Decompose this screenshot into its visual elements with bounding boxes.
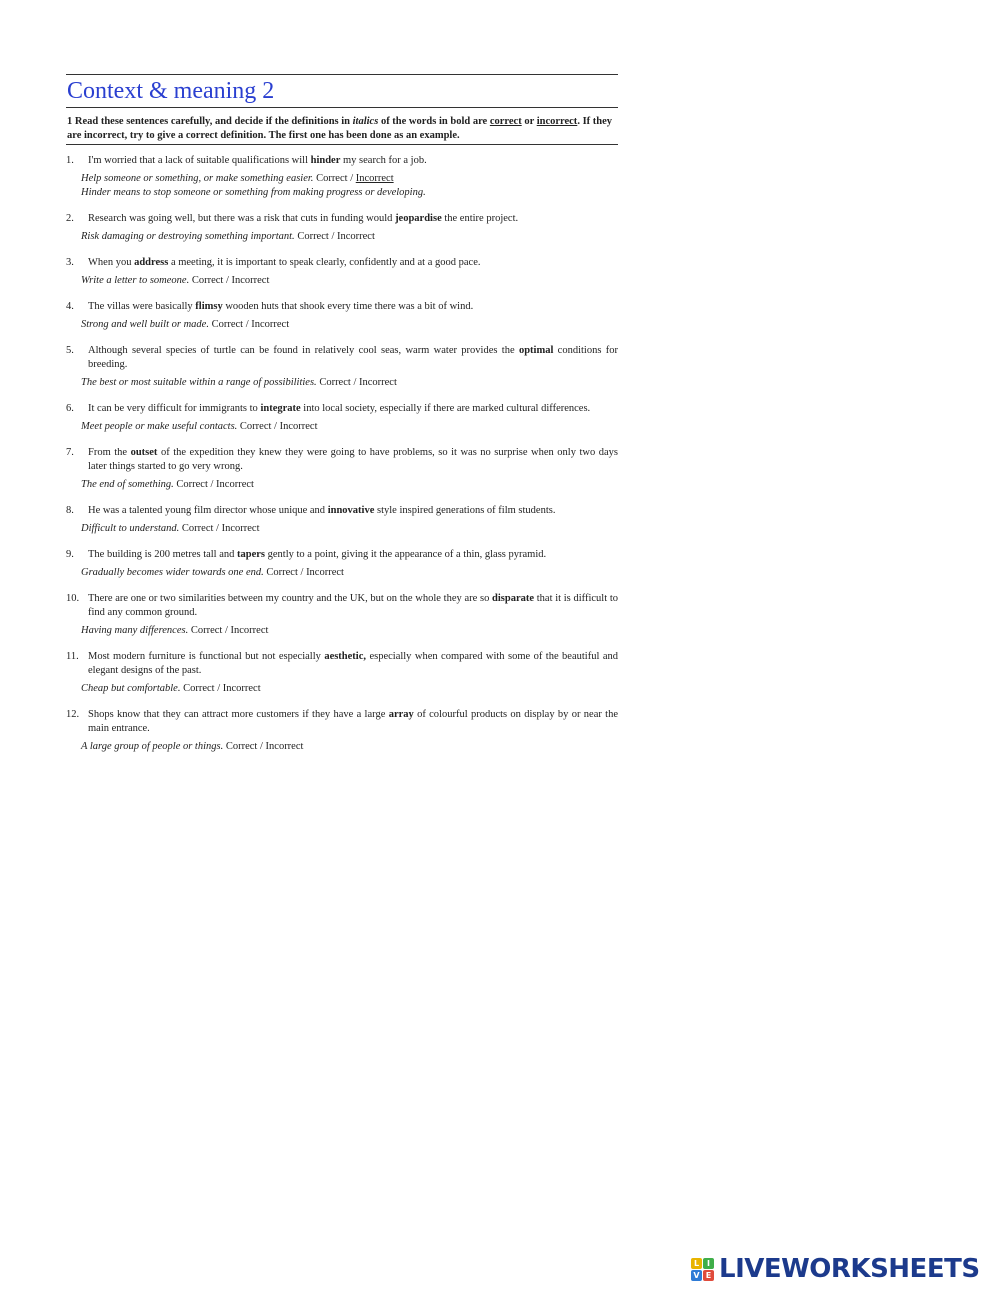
target-word: tapers	[237, 549, 266, 560]
target-word: aesthetic,	[324, 651, 367, 662]
question-sentence: The building is 200 metres tall and tapers gently to a point, giving it the appearance of a thin, glass pyramid.	[88, 549, 547, 560]
target-word: flimsy	[195, 301, 223, 312]
option-correct[interactable]: Correct	[316, 173, 348, 184]
option-separator: /	[350, 377, 359, 388]
question-sentence: There are one or two similarities between my country and the UK, but on the whole they are so disparate that it is difficult to find any common ground.	[88, 593, 618, 618]
instructions: 1 Read these sentences carefully, and decide if the definitions in italics of the words in bold are correct or incorrect. If they are incorrect, try to give a correct definition. The first one has been done as an example.	[67, 116, 613, 141]
definition-text: Help someone or something, or make something easier.	[81, 173, 314, 184]
definition-text: Meet people or make useful contacts.	[81, 421, 238, 432]
option-incorrect[interactable]: Incorrect	[216, 479, 254, 490]
question-item	[66, 708, 618, 754]
option-separator: /	[214, 683, 223, 694]
option-correct[interactable]: Correct	[190, 625, 223, 636]
question-sentence: The villas were basically flimsy wooden huts that shook every time there was a bit of wind.	[88, 301, 474, 312]
option-separator: /	[257, 741, 266, 752]
option-correct[interactable]: Correct	[191, 275, 224, 286]
definition-line	[66, 624, 618, 638]
question-item	[66, 344, 618, 390]
option-incorrect[interactable]: Incorrect	[358, 377, 397, 388]
question-number: 10.	[66, 593, 80, 604]
option-separator: /	[347, 173, 356, 184]
target-word: disparate	[492, 593, 535, 604]
option-incorrect[interactable]: Incorrect	[265, 741, 304, 752]
question-number: 6.	[66, 403, 74, 414]
option-incorrect[interactable]: Incorrect	[230, 625, 269, 636]
definition-text: Having many differences.	[81, 625, 189, 636]
liveworksheets-logo	[691, 1254, 980, 1284]
question-sentence: It can be very difficult for immigrants to integrate into local society, especially if there are marked cultural differences.	[88, 403, 591, 414]
page-title: Context & meaning 2	[67, 78, 275, 104]
instructions-bottom-rule	[66, 144, 618, 145]
definition-text: Strong and well built or made.	[81, 319, 209, 330]
option-correct[interactable]: Correct	[225, 741, 258, 752]
option-separator: /	[223, 275, 232, 286]
question-number: 3.	[66, 257, 74, 268]
definition-text: Cheap but comfortable.	[81, 683, 181, 694]
question-sentence: He was a talented young film director whose unique and innovative style inspired generations of film students.	[88, 505, 556, 516]
definition-line	[66, 230, 618, 244]
example-answer: Hinder means to stop someone or something from making progress or developing.	[81, 187, 426, 198]
option-correct[interactable]: Correct	[211, 319, 244, 330]
target-word: optimal	[518, 345, 554, 356]
option-incorrect[interactable]: Incorrect	[336, 231, 375, 242]
question-sentence: I'm worried that a lack of suitable qualifications will hinder my search for a job.	[88, 155, 427, 166]
definition-line	[66, 420, 618, 434]
definition-line	[66, 318, 618, 332]
target-word: array	[388, 709, 414, 720]
definition-line	[66, 566, 618, 580]
option-separator: /	[222, 625, 231, 636]
option-incorrect[interactable]: Incorrect	[231, 275, 270, 286]
worksheet	[66, 74, 618, 754]
question-sentence: Shops know that they can attract more customers if they have a large array of colourful products on display by or near the main entrance.	[88, 709, 618, 734]
definition-line	[66, 740, 618, 754]
option-separator: /	[271, 421, 280, 432]
option-separator: /	[297, 567, 307, 578]
question-number: 11.	[66, 651, 79, 662]
option-incorrect[interactable]: Incorrect	[251, 319, 290, 330]
question-item	[66, 446, 618, 492]
option-correct[interactable]: Correct	[181, 523, 214, 534]
logo-tiles-icon: L I V E	[691, 1258, 714, 1281]
question-sentence: When you address a meeting, it is important to speak clearly, confidently and at a good pace.	[88, 257, 481, 268]
definition-line	[66, 478, 618, 492]
question-sentence: Although several species of turtle can be found in relatively cool seas, warm water provides the optimal conditions for breeding.	[88, 345, 618, 370]
question-number: 1.	[66, 155, 74, 166]
definition-line	[66, 522, 618, 536]
definition-line	[66, 682, 618, 696]
question-sentence: From the outset of the expedition they knew they were going to have problems, so it was no surprise when only two days later things started to go very wrong.	[88, 447, 618, 472]
question-item	[66, 154, 618, 200]
question-number: 7.	[66, 447, 74, 458]
question-number: 5.	[66, 345, 74, 356]
definition-text: Difficult to understand.	[81, 523, 180, 534]
definition-line	[66, 172, 618, 186]
item-list	[66, 154, 618, 754]
question-number: 8.	[66, 505, 74, 516]
target-word: hinder	[310, 155, 341, 166]
option-separator: /	[243, 319, 252, 330]
definition-text: The end of something.	[81, 479, 174, 490]
definition-text: Write a letter to someone.	[81, 275, 190, 286]
question-number: 2.	[66, 213, 74, 224]
option-correct[interactable]: Correct	[266, 567, 298, 578]
logo-text: LIVEWORKSHEETS	[719, 1254, 980, 1284]
question-item	[66, 212, 618, 244]
definition-text: Gradually becomes wider towards one end.	[81, 567, 264, 578]
option-incorrect[interactable]: Incorrect	[222, 683, 261, 694]
question-item	[66, 402, 618, 434]
definition-line	[66, 376, 618, 390]
option-separator: /	[328, 231, 337, 242]
target-word: address	[134, 257, 169, 268]
option-correct[interactable]: Correct	[319, 377, 351, 388]
question-number: 12.	[66, 709, 80, 720]
definition-line	[66, 274, 618, 288]
option-incorrect[interactable]: Incorrect	[355, 173, 394, 184]
question-item	[66, 256, 618, 288]
target-word: integrate	[260, 403, 301, 414]
definition-text: Risk damaging or destroying something important.	[81, 231, 295, 242]
target-word: jeopardise	[395, 213, 442, 224]
definition-text: The best or most suitable within a range of possibilities.	[81, 377, 317, 388]
question-item	[66, 300, 618, 332]
definition-text: A large group of people or things.	[81, 741, 224, 752]
option-incorrect[interactable]: Incorrect	[221, 523, 260, 534]
question-item	[66, 592, 618, 638]
question-sentence: Research was going well, but there was a risk that cuts in funding would jeopardise the entire project.	[88, 213, 519, 224]
target-word: outset	[130, 447, 158, 458]
option-incorrect[interactable]: Incorrect	[279, 421, 318, 432]
option-correct[interactable]: Correct	[183, 683, 215, 694]
target-word: innovative	[327, 505, 375, 516]
question-number: 9.	[66, 549, 74, 560]
option-correct[interactable]: Correct	[297, 231, 329, 242]
option-incorrect[interactable]: Incorrect	[306, 567, 344, 578]
question-item	[66, 504, 618, 536]
question-sentence: Most modern furniture is functional but not especially aesthetic, especially when compared with some of the beautiful and elegant designs of the past.	[88, 651, 618, 676]
option-correct[interactable]: Correct	[239, 421, 272, 432]
option-separator: /	[213, 523, 222, 534]
question-item	[66, 650, 618, 696]
option-correct[interactable]: Correct	[176, 479, 208, 490]
question-number: 4.	[66, 301, 74, 312]
option-separator: /	[207, 479, 217, 490]
question-item	[66, 548, 618, 580]
